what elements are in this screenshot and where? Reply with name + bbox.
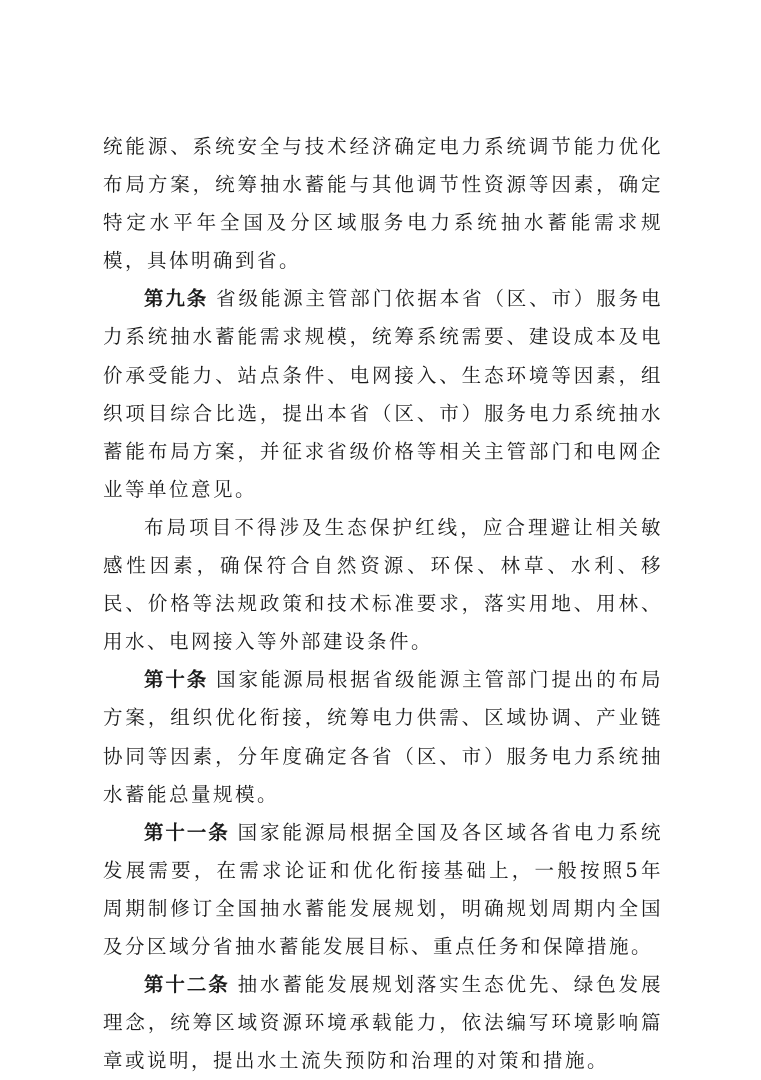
paragraph-text: 国家能源局根据全国及各区域各省电力系统发展需要，在需求论证和优化衔接基础上，一般按照5年周期制修订全国抽水蓄能发展规划，明确规划周期内全国及分区域分省抽水蓄能发展目标、重点任务和保障措施。 xyxy=(103,820,663,958)
article-label: 第十一条 xyxy=(144,820,230,844)
paragraph-text: 国家能源局根据省级能源主管部门提出的布局方案，组织优化衔接，统筹电力供需、区域协调、产业链协同等因素，分年度确定各省（区、市）服务电力系统抽水蓄能总量规模。 xyxy=(103,668,663,806)
article-label: 第十二条 xyxy=(144,973,230,997)
paragraph-text: 布局项目不得涉及生态保护红线，应合理避让相关敏感性因素，确保符合自然资源、环保、林草、水利、移民、价格等法规政策和技术标准要求，落实用地、用林、用水、电网接入等外部建设条件。 xyxy=(103,515,663,654)
article-11 xyxy=(103,814,663,966)
document-page xyxy=(103,128,663,1080)
paragraph-continuation xyxy=(103,128,663,280)
paragraph-text: 省级能源主管部门依据本省（区、市）服务电力系统抽水蓄能需求规模，统筹系统需要、建设成本及电价承受能力、站点条件、电网接入、生态环境等因素，组织项目综合比选，提出本省（区、市）服务电力系统抽水蓄能布局方案，并征求省级价格等相关主管部门和电网企业等单位意见。 xyxy=(103,287,663,501)
article-9 xyxy=(103,280,663,509)
article-label: 第九条 xyxy=(144,287,209,311)
article-9-paragraph-2 xyxy=(103,509,663,661)
article-12 xyxy=(103,966,663,1080)
paragraph-text: 抽水蓄能发展规划落实生态优先、绿色发展理念，统筹区域资源环境承载能力，依法编写环境影响篇章或说明，提出水土流失预防和治理的对策和措施。 xyxy=(103,973,663,1073)
paragraph-text: 统能源、系统安全与技术经济确定电力系统调节能力优化布局方案，统筹抽水蓄能与其他调节性资源等因素，确定特定水平年全国及分区域服务电力系统抽水蓄能需求规模，具体明确到省。 xyxy=(103,135,663,273)
article-label: 第十条 xyxy=(144,668,209,692)
article-10 xyxy=(103,661,663,813)
